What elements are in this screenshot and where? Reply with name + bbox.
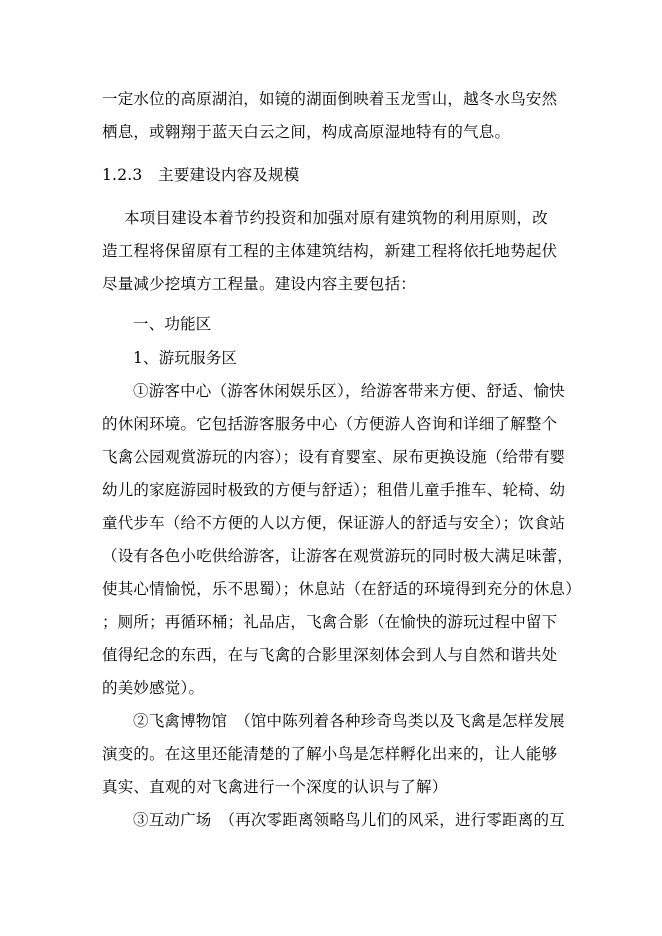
paragraph-line-11: （设有各色小吃供给游客，让游客在观赏游玩的同时极大满足味蕾， [102, 547, 574, 565]
paragraph-line-9: 幼儿的家庭游园时极致的方便与舒适）；租借儿童手推车、轮椅、幼 [102, 481, 566, 499]
paragraph-line-7: 的休闲环境。它包括游客服务中心（方便游人咨询和详细了解整个 [102, 415, 558, 433]
paragraph-line-5: 尽量减少挖填方工程量。建设内容主要包括： [102, 275, 417, 293]
paragraph-line-15: 的美妙感觉）。 [102, 679, 205, 697]
paragraph-line-19: ③互动广场 （再次零距离领略鸟儿们的风采，进行零距离的互 [133, 811, 565, 829]
paragraph-line-4: 造工程将保留原有工程的主体建筑结构，新建工程将依托地势起伏 [102, 242, 558, 260]
paragraph-line-17: 演变的。在这里还能清楚的了解小鸟是怎样孵化出来的，让人能够 [102, 745, 558, 763]
paragraph-line-1: 一定水位的高原湖泊，如镜的湖面倒映着玉龙雪山，越冬水鸟安然 [102, 90, 558, 108]
paragraph-line-18: 真实、直观的对飞禽进行一个深度的认识与了解） [102, 778, 448, 796]
paragraph-line-12: 使其心情愉悦，乐不思蜀）；休息站（在舒适的环境得到充分的休息） [102, 580, 581, 598]
paragraph-line-3: 本项目建设本着节约投资和加强对原有建筑物的利用原则，改 [124, 209, 548, 227]
paragraph-line-6: ①游客中心（游客休闲娱乐区），给游客带来方便、舒适、愉快 [133, 382, 565, 400]
list-heading-functional-area: 一、功能区 [133, 315, 212, 333]
paragraph-line-13: ；厕所；再循环桶；礼品店，飞禽合影（在愉快的游玩过程中留下 [102, 613, 558, 631]
paragraph-line-10: 童代步车（给不方便的人以方便，保证游人的舒适与安全）；饮食站 [102, 514, 566, 532]
list-heading-tour-service-area: 1、游玩服务区 [133, 349, 238, 367]
paragraph-line-14: 值得纪念的东西，在与飞禽的合影里深刻体会到人与自然和谐共处 [102, 646, 558, 664]
paragraph-line-16: ②飞禽博物馆 （馆中陈列着各种珍奇鸟类以及飞禽是怎样发展 [133, 712, 565, 730]
section-heading-1-2-3: 1.2.3 主要建设内容及规模 [102, 166, 300, 184]
paragraph-line-8: 飞禽公园观赏游玩的内容）；设有育婴室、尿布更换设施（给带有婴 [102, 448, 566, 466]
paragraph-line-2: 栖息，或翱翔于蓝天白云之间，构成高原湿地特有的气息。 [102, 123, 511, 141]
